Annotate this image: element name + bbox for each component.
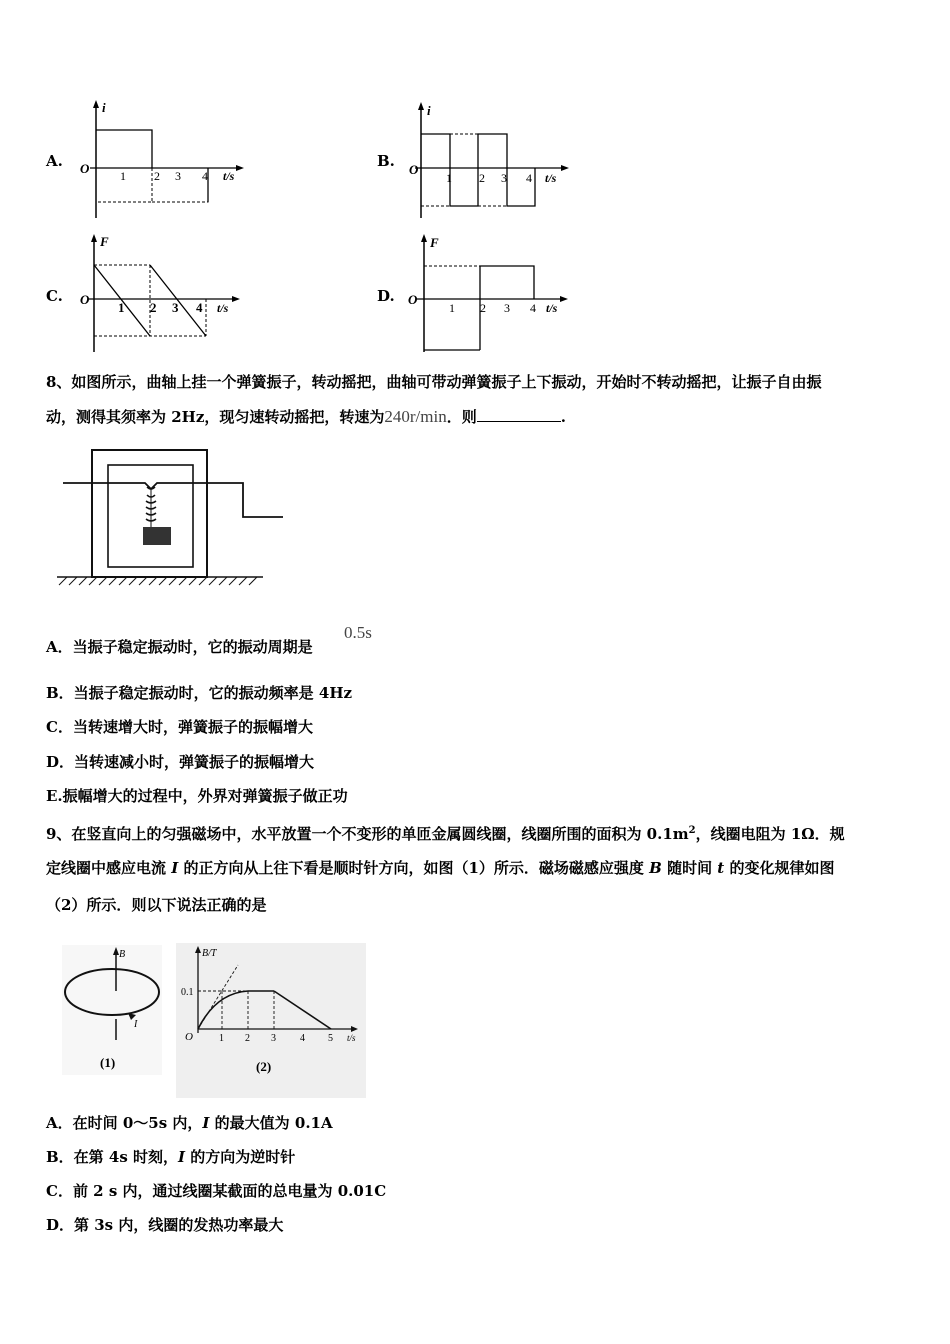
q8-speed-formula: 240r/min [384, 407, 447, 426]
option-b-letter: B. [377, 152, 395, 170]
q9-line-2-I: I [171, 859, 179, 877]
graph-a-line-positive [96, 130, 152, 168]
q9-option-b-pre: B．在第 4s 时刻， [46, 1148, 179, 1166]
graph-c [78, 232, 248, 352]
q8-crank-figure [55, 445, 290, 590]
q9-option-b-I: I [178, 1148, 186, 1166]
fig1-caption: (1) [100, 1055, 116, 1070]
q9-line-2-a: 定线圈中感应电流 [46, 859, 172, 877]
graph-a [80, 98, 250, 218]
q9-line-2-B: B [649, 859, 662, 877]
q8-option-c: C．当转速增大时，弹簧振子的振幅增大 [46, 718, 313, 736]
q8-option-e: E.振幅增大的过程中，外界对弹簧振子做正功 [46, 787, 348, 805]
graph-d-tick-2: 2 [480, 301, 486, 315]
fig2-tick-3: 3 [271, 1033, 276, 1044]
graph-a-ylabel: i [102, 100, 106, 115]
graph-d-tick-4: 4 [530, 301, 536, 315]
q8-line-2-end: . [560, 408, 566, 426]
q8-line-1: 8、如图所示，曲轴上挂一个弹簧振子，转动摇把，曲轴可带动弹簧振子上下振动，开始时不转动摇把，让振子自由振 [46, 373, 822, 391]
q8-option-b: B．当振子稳定振动时，它的振动频率是 4Hz [46, 684, 353, 702]
option-c-letter: C. [46, 287, 63, 305]
graph-c-xlabel: t/s [217, 301, 229, 315]
graph-a-tick-4: 4 [202, 169, 208, 183]
graph-a-tick-1: 1 [120, 169, 126, 183]
q9-figure-1-coil [62, 945, 162, 1075]
graph-c-ylabel: F [100, 234, 109, 249]
q9-line-3: （2）所示．则以下说法正确的是 [46, 896, 267, 914]
fig2-tick-2: 2 [245, 1033, 250, 1044]
q8-option-a [46, 637, 313, 657]
fig1-b-label: B [119, 949, 126, 960]
fig2-yval: 0.1 [181, 987, 194, 998]
fig2-tick-4: 4 [300, 1033, 305, 1044]
q9-option-a-pre: A．在时间 0～5s 内， [46, 1114, 203, 1132]
mass-block [143, 527, 171, 545]
graph-b [405, 100, 575, 220]
q8-line-2 [46, 407, 566, 427]
fig2-caption: (2) [256, 1059, 272, 1074]
graph-b-ylabel: i [427, 103, 431, 118]
graph-b-origin: O [409, 162, 419, 177]
fig2-tick-5: 5 [328, 1033, 333, 1044]
graph-d-tick-1: 1 [449, 301, 455, 315]
graph-d-tick-3: 3 [504, 301, 510, 315]
q9-option-a-I: I [202, 1114, 210, 1132]
graph-a-tick-3: 3 [175, 169, 181, 183]
q9-option-a [46, 1113, 333, 1133]
graph-b-xlabel: t/s [545, 171, 557, 185]
q8-option-a-value: 0.5s [344, 623, 372, 642]
graph-a-tick-2: 2 [154, 169, 160, 183]
q9-line-1-a: 9、在竖直向上的匀强磁场中，水平放置一个不变形的单匝金属圆线圈，线圈所围的面积为 0.1m [46, 825, 689, 843]
graph-d-positive [480, 266, 534, 299]
graph-c-ramp-1 [94, 265, 150, 336]
q8-option-a-text: A．当振子稳定振动时，它的振动周期是 [46, 638, 313, 656]
q9-option-c: C．前 2 s 内，通过线圈某截面的总电量为 0.01C [46, 1182, 387, 1200]
ground-hatch [59, 577, 257, 585]
q9-line-2-b: 的正方向从上往下看是顺时针方向，如图（1）所示．磁场磁感应强度 [178, 859, 650, 877]
graph-d [406, 232, 576, 352]
graph-c-tick-4: 4 [196, 300, 203, 315]
fig2-origin: O [185, 1031, 193, 1043]
q9-line-2-c: 随时间 [661, 859, 718, 877]
graph-d-ylabel: F [430, 235, 439, 250]
fig1-i-label: I [134, 1019, 138, 1030]
q9-line-1-b: ，线圈电阻为 1Ω．规 [695, 825, 845, 843]
q9-line-1 [46, 821, 845, 844]
q8-line-2-post: ．则 [446, 408, 477, 426]
graph-d-origin: O [408, 292, 418, 307]
graph-c-tick-1: 1 [118, 300, 125, 315]
q9-figure-2-graph [176, 943, 366, 1098]
q9-option-a-post: 的最大值为 0.1A [209, 1114, 333, 1132]
graph-d-xlabel: t/s [546, 301, 558, 315]
q9-option-d: D．第 3s 内，线圈的发热功率最大 [46, 1216, 284, 1234]
q8-option-d: D．当转速减小时，弹簧振子的振幅增大 [46, 753, 315, 771]
q9-option-b-post: 的方向为逆时针 [185, 1148, 296, 1166]
q8-answer-blank [477, 407, 561, 422]
graph-a-xlabel: t/s [223, 169, 235, 183]
q8-line-2-pre: 动，测得其须率为 2Hz，现匀速转动摇把，转速为 [46, 408, 385, 426]
graph-b-square-wave [421, 134, 535, 206]
graph-c-tick-2: 2 [150, 300, 157, 315]
q9-line-2-d: 的变化规律如图 [724, 859, 835, 877]
q9-line-2-t: t [717, 859, 725, 877]
graph-b-tick-4: 4 [526, 171, 532, 185]
graph-c-origin: O [80, 292, 90, 307]
graph-a-origin: O [80, 161, 90, 176]
graph-b-tick-2: 2 [479, 171, 485, 185]
option-a-letter: A. [46, 152, 63, 170]
graph-c-tick-3: 3 [172, 300, 179, 315]
q9-line-2 [46, 858, 834, 878]
graph-b-tick-3: 3 [501, 171, 507, 185]
graph-b-tick-1: 1 [446, 171, 452, 185]
fig2-ylabel: B/T [202, 948, 217, 959]
q9-line-1-sup: 2 [688, 825, 696, 836]
q9-option-b [46, 1147, 295, 1167]
option-d-letter: D. [377, 287, 395, 305]
fig2-tick-1: 1 [219, 1033, 224, 1044]
fig2-xlabel: t/s [347, 1033, 356, 1043]
